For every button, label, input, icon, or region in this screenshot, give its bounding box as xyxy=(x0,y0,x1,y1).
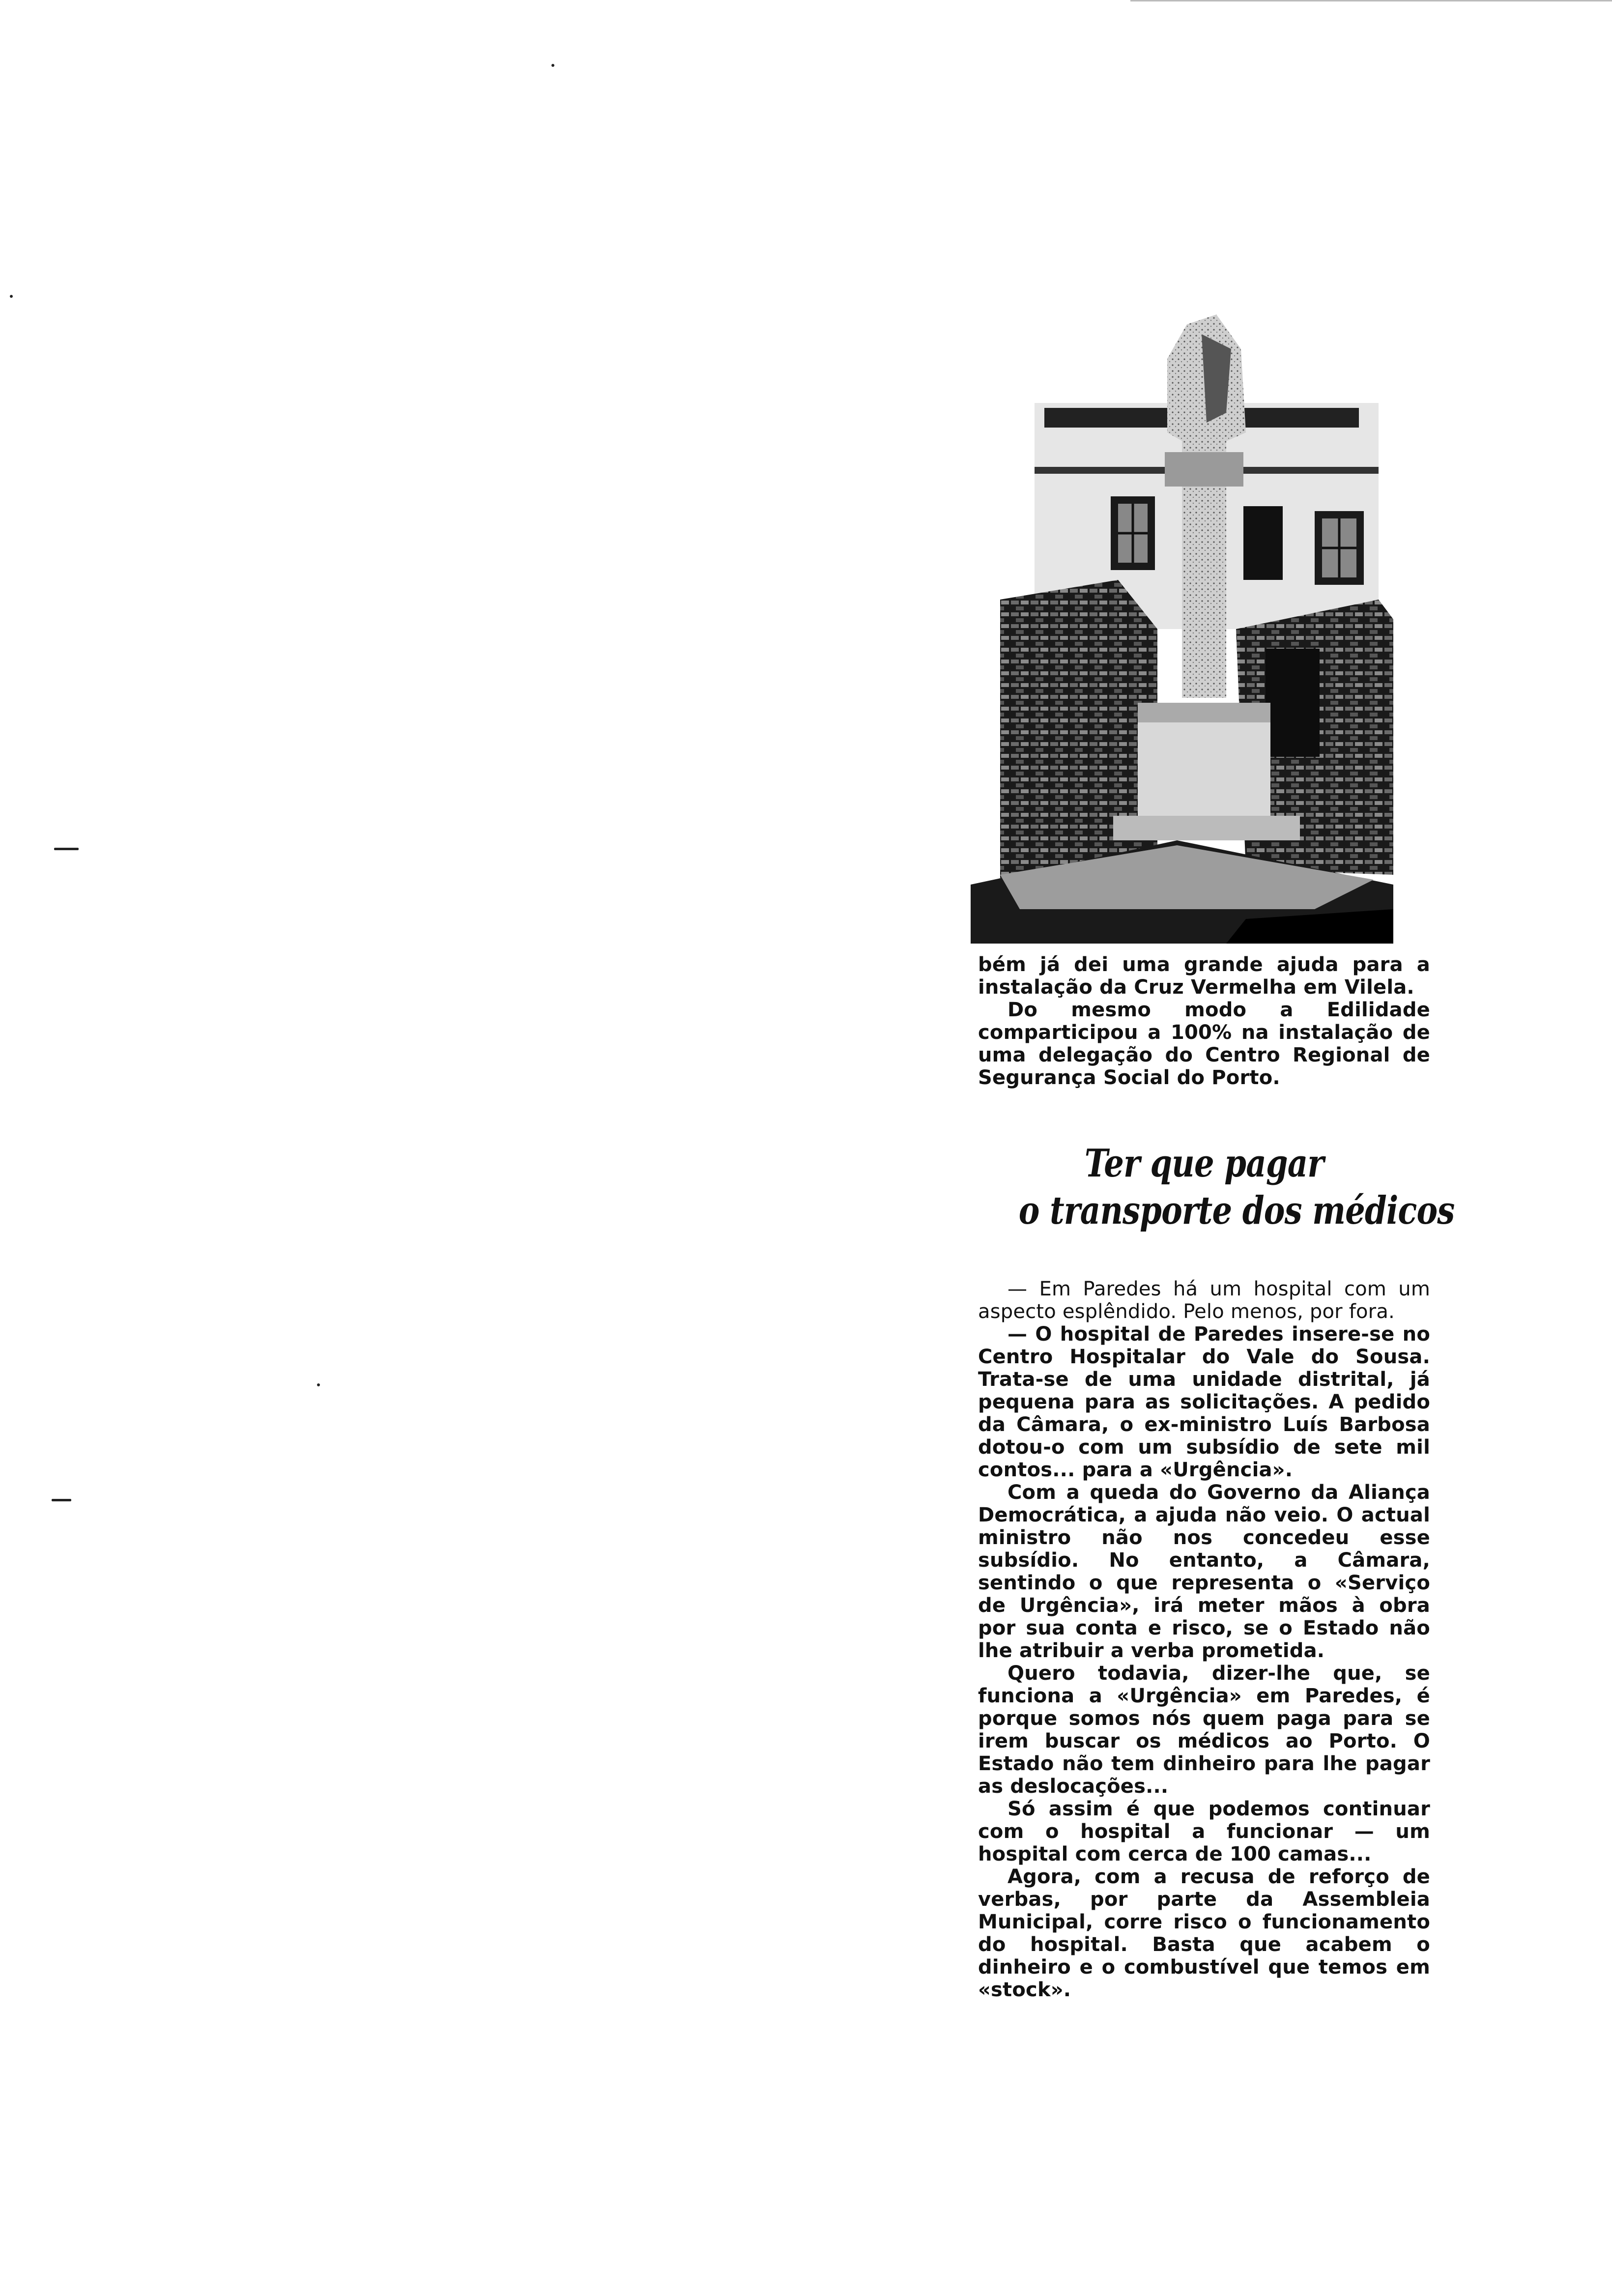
intro-text xyxy=(978,953,1430,1089)
article-headline xyxy=(1018,1140,1455,1234)
intro-paragraph-2: Do mesmo modo a Edilidade comparticipou a 100% na instalação de uma delegação do Centro Regional de Segurança Social do Porto. xyxy=(978,999,1430,1089)
intro-paragraph-1: bém já dei uma grande ajuda para a instalação da Cruz Vermelha em Vilela. xyxy=(978,953,1430,999)
scan-edge-top xyxy=(1130,0,1612,1)
scan-speck xyxy=(54,848,79,850)
headline-line-1: Ter que pagar xyxy=(1084,1141,1324,1186)
headline-line-2: o transporte dos médicos xyxy=(1018,1188,1455,1233)
body-paragraph-5: Só assim é que podemos continuar com o hospital a funcionar — um hospital com cerca de 100 camas... xyxy=(978,1798,1430,1866)
body-paragraph-1: — Em Paredes há um hospital com um aspecto esplêndido. Pelo menos, por fora. xyxy=(978,1278,1430,1323)
scan-speck xyxy=(10,295,13,298)
body-paragraph-3: Com a queda do Governo da Aliança Democrática, a ajuda não veio. O actual ministro não nos concedeu esse subsídio. No entanto, a Câmara, sentindo o que representa o «Serviço de Urgência», irá meter mãos à obra por sua conta e risco, se o Estado não lhe atribuir a verba prometida. xyxy=(978,1481,1430,1662)
scan-speck xyxy=(551,64,554,67)
article-photo xyxy=(971,305,1393,944)
body-paragraph-4: Quero todavia, dizer-lhe que, se funciona a «Urgência» em Paredes, é porque somos nós quem paga para se irem buscar os médicos ao Porto. O Estado não tem dinheiro para lhe pagar as deslocações... xyxy=(978,1662,1430,1798)
scan-speck xyxy=(317,1383,320,1386)
scan-speck xyxy=(52,1499,71,1501)
body-paragraph-6: Agora, com a recusa de reforço de verbas, por parte da Assembleia Municipal, corre risco o funcionamento do hospital. Basta que acabem o dinheiro e o combustível que temos em «stock». xyxy=(978,1866,1430,2001)
body-paragraph-2: — O hospital de Paredes insere-se no Centro Hospitalar do Vale do Sousa. Trata-se de uma unidade distrital, já pequena para as solicitações. A pedido da Câmara, o ex-ministro Luís Barbosa dotou-o com um subsídio de sete mil contos... para a «Urgência». xyxy=(978,1323,1430,1481)
article-body xyxy=(978,1278,1430,2001)
